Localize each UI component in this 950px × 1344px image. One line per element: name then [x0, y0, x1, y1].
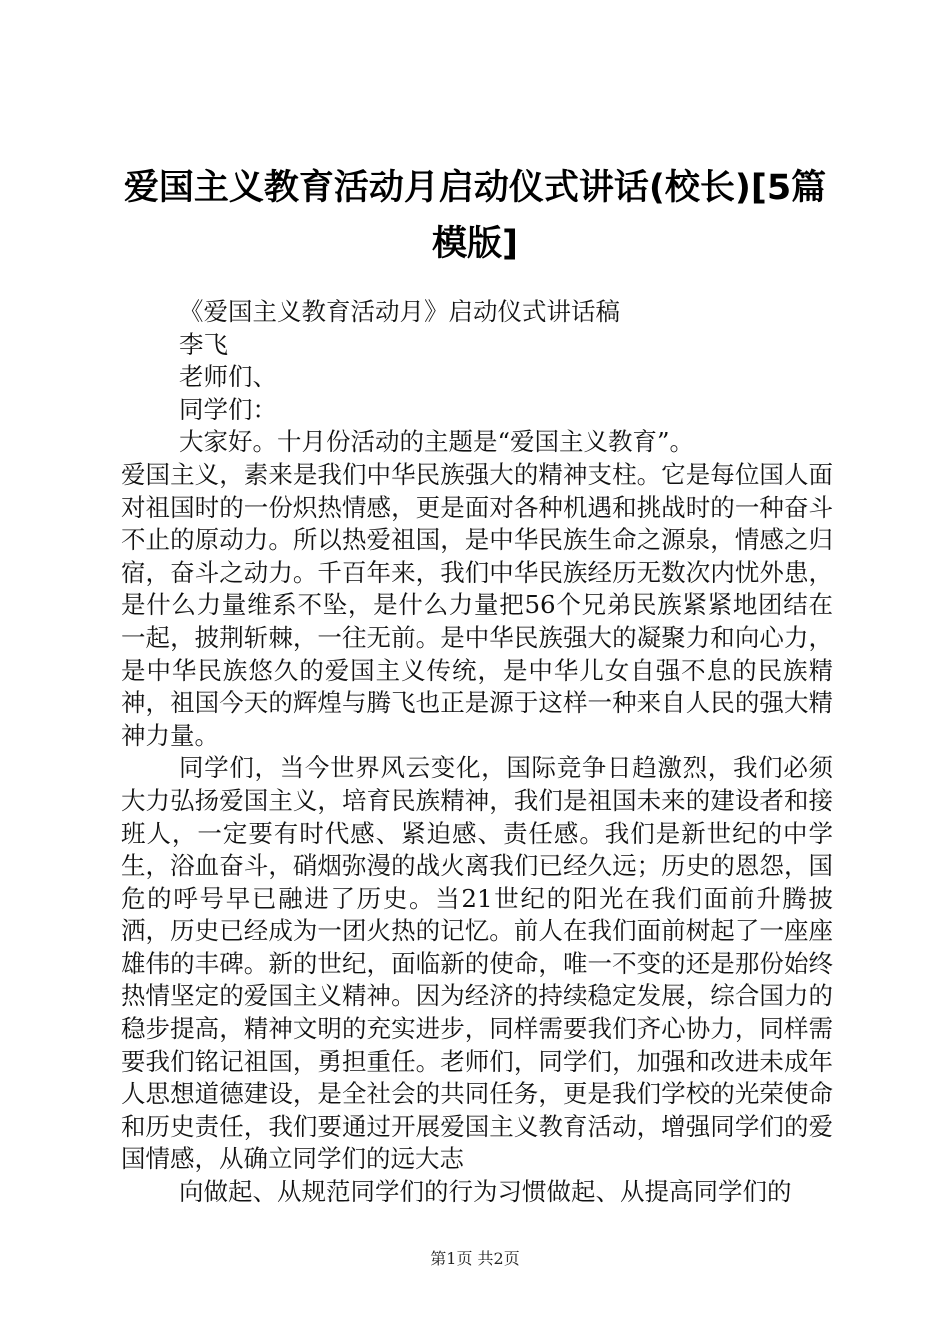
speaker-name: 李飞 [179, 329, 228, 359]
document-title: 爱国主义教育活动月启动仪式讲话(校长)[5篇模版] [123, 168, 827, 264]
paragraph-1 [121, 459, 833, 752]
salutation-students: 同学们： [179, 394, 277, 424]
paragraph-3-text: 向做起、从规范同学们的行为习惯做起、从提高同学们的 [179, 1177, 792, 1207]
greeting-line: 大家好。十月份活动的主题是“爱国主义教育”。 [179, 427, 695, 457]
page-footer: 第1页 共2页 [430, 1249, 520, 1268]
speech-heading: 《爱国主义教育活动月》启动仪式讲话稿 [179, 297, 620, 326]
paragraph-2 [121, 752, 833, 1176]
salutation-teachers: 老师们、 [179, 362, 277, 392]
paragraph-3 [121, 1176, 833, 1209]
paragraph-1-text: 爱国主义，素来是我们中华民族强大的精神支柱。它是每位国人面对祖国时的一份炽热情感，更是面对各种机遇和挑战时的一种奋斗不止的原动力。所以热爱祖国，是中华民族生命之源泉，情感之归宿，奋斗之动力。千百年来，我们中华民族经历无数次内忧外患，是什么力量维系不坠，是什么力量把56个兄弟民族紧紧地团结在一起，披荆斩棘，一往无前。是中华民族强大的凝聚力和向心力，是中华民族悠久的爱国主义传统，是中华儿女自强不息的民族精神，祖国今天的辉煌与腾飞也正是源于这样一种来自人民的强大精神力量。 [121, 459, 833, 750]
paragraph-2-text: 同学们，当今世界风云变化，国际竞争日趋激烈，我们必须大力弘扬爱国主义，培育民族精神，我们是祖国未来的建设者和接班人，一定要有时代感、紧迫感、责任感。我们是新世纪的中学生，浴血奋斗，硝烟弥漫的战火离我们已经久远；历史的恩怨，国危的呼号早已融进了历史。当21世纪的阳光在我们面前升腾披洒，历史已经成为一团火热的记忆。前人在我们面前树起了一座座雄伟的丰碑。新的世纪，面临新的使命，唯一不变的还是那份始终热情坚定的爱国主义精神。因为经济的持续稳定发展，综合国力的稳步提高，精神文明的充实进步，同样需要我们齐心协力，同样需要我们铭记祖国，勇担重任。老师们，同学们，加强和改进未成年人思想道德建设，是全社会的共同任务，更是我们学校的光荣使命和历史责任，我们要通过开展爱国主义教育活动，增强同学们的爱国情感，从确立同学们的远大志 [121, 753, 833, 1174]
document-body [121, 296, 833, 1209]
